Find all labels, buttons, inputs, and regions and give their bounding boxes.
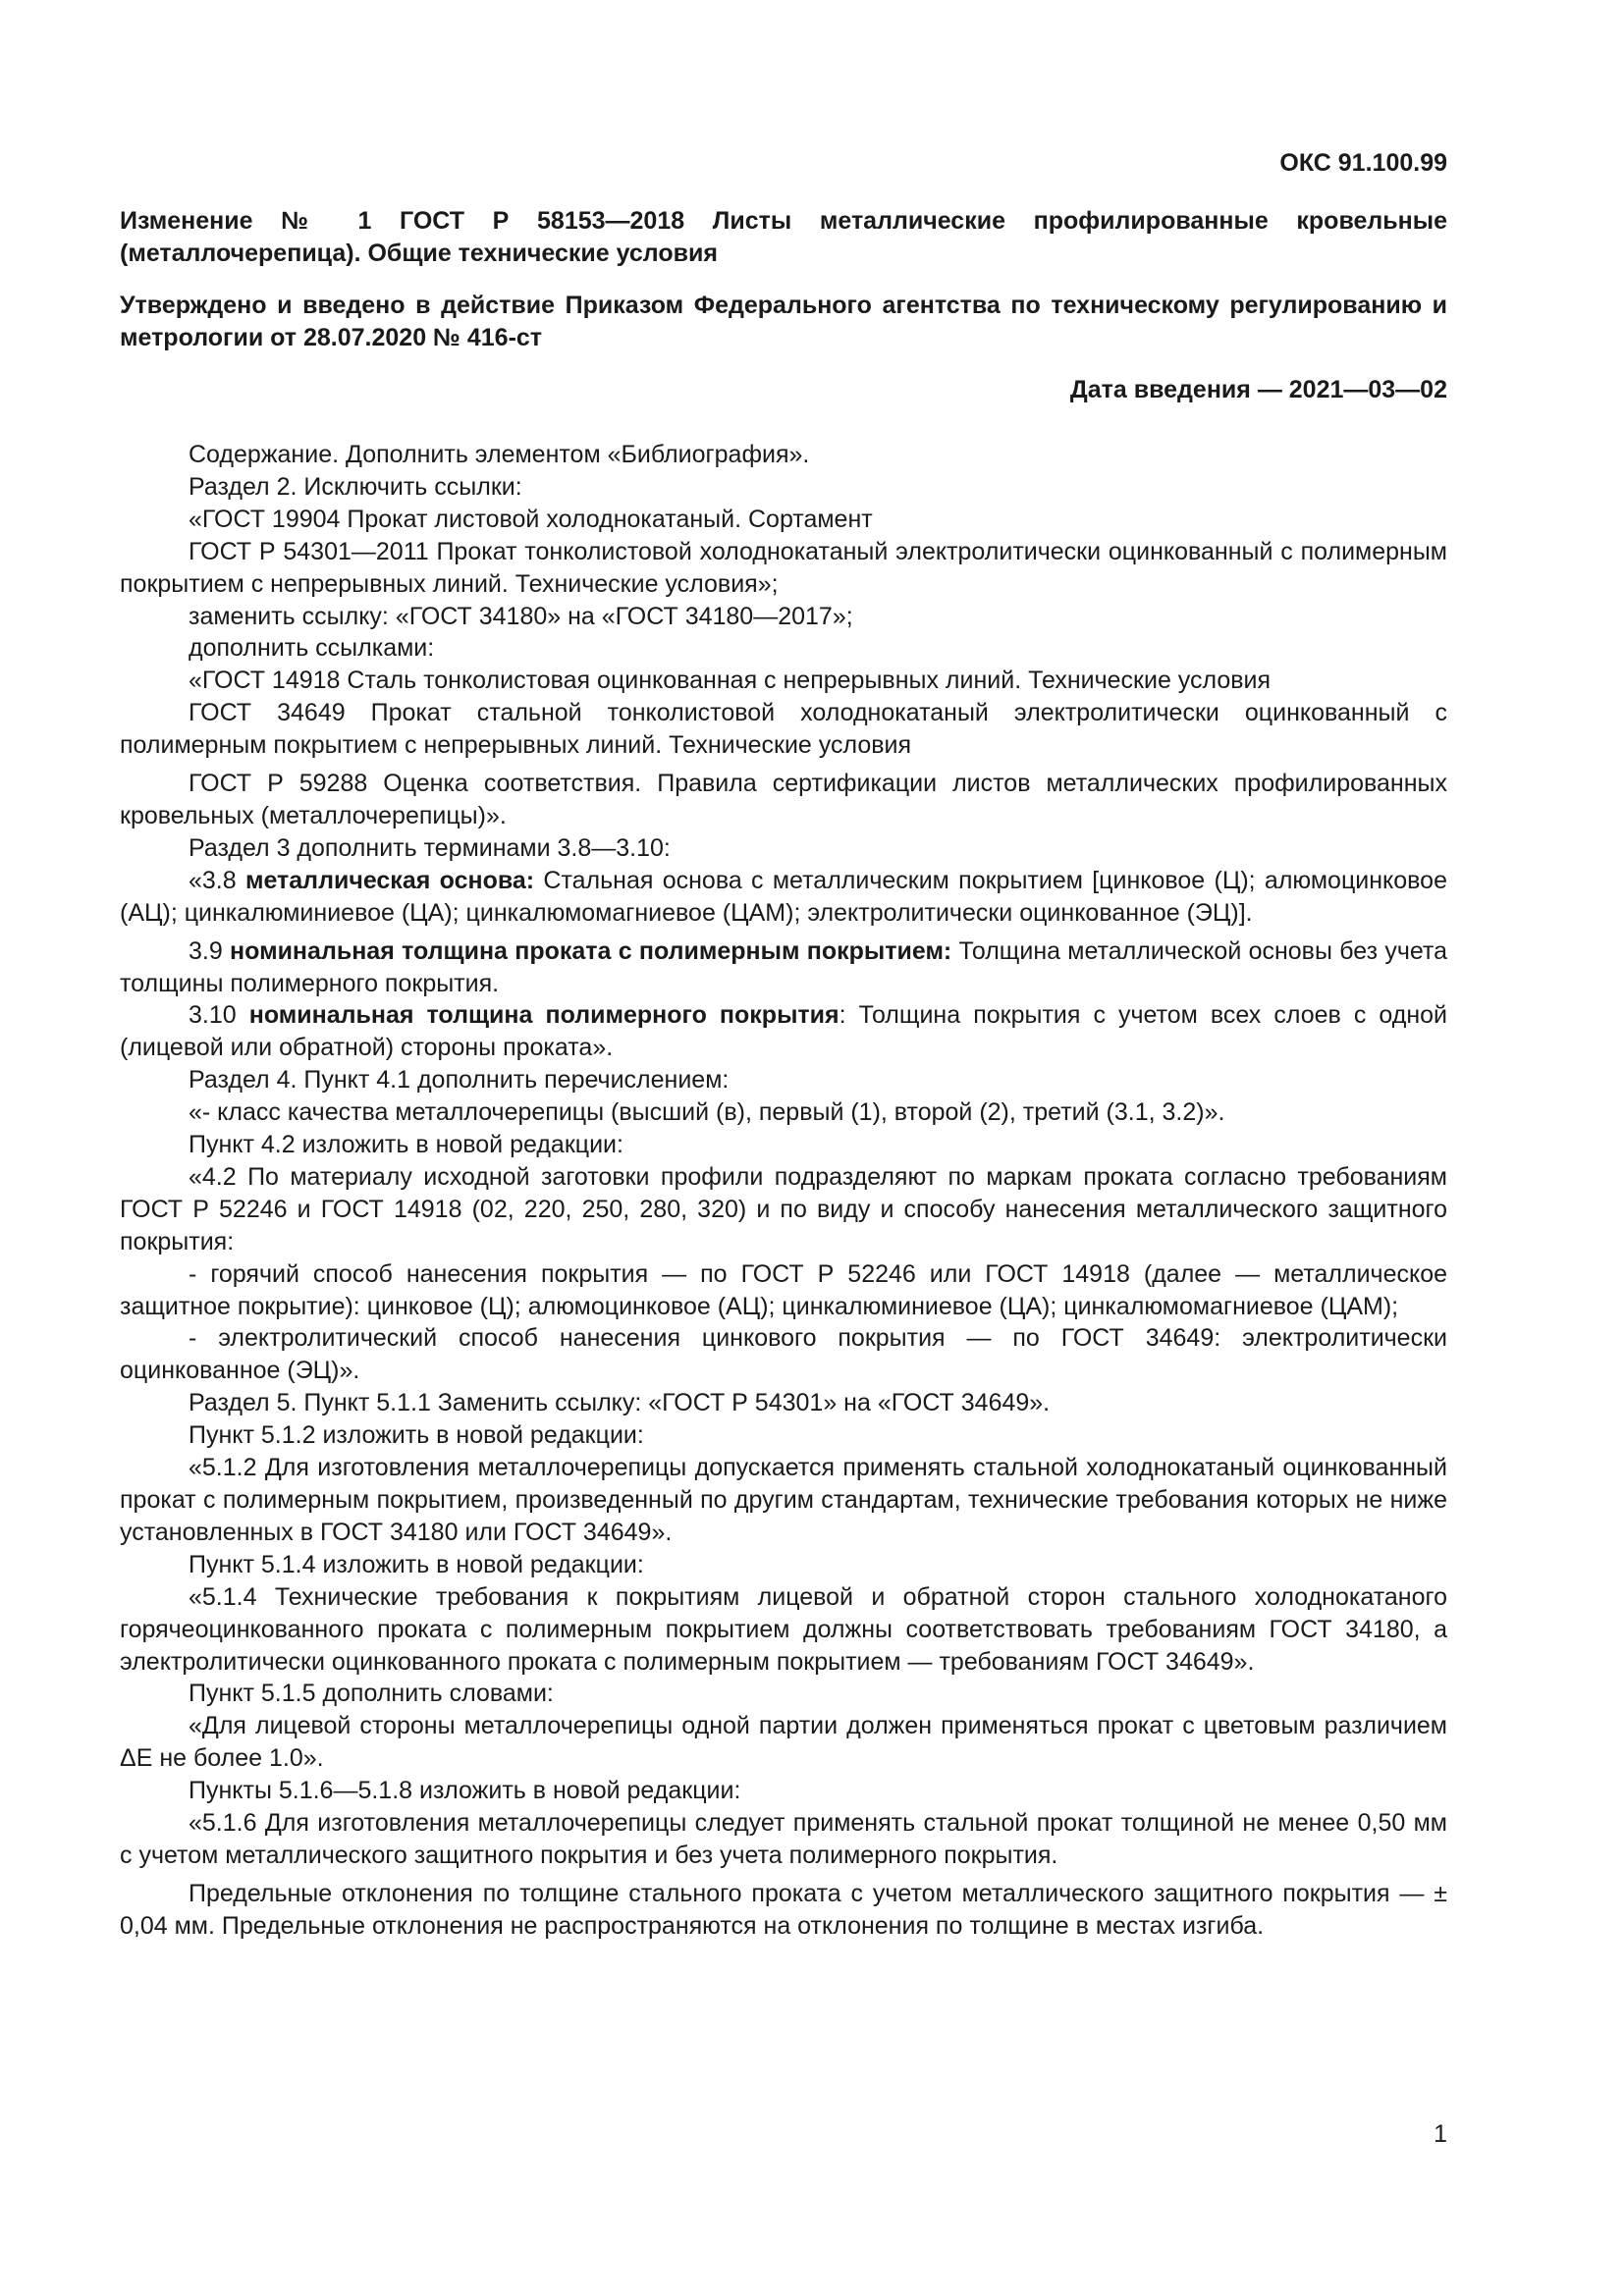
paragraph: «ГОСТ 14918 Сталь тонколистовая оцинкованная с непрерывных линий. Технические условия: [189, 667, 1272, 695]
paragraph: Пункт 5.1.5 дополнить словами:: [189, 1680, 554, 1708]
term-paragraph: [120, 999, 1447, 1064]
paragraph: Пункт 5.1.4 изложить в новой редакции:: [189, 1550, 644, 1578]
paragraph: «4.2 По материалу исходной заготовки профили подразделяют по маркам проката согласно требованиям ГОСТ Р 52246 и ГОСТ 14918 (02, 220, 250, 280, 320) и по виду и способу нанесения металлического защитного покрытия:: [120, 1162, 1447, 1255]
term-definition: : Толщина покрытия с учетом всех слоев с одной (лицевой или обратной) стороны проката».: [120, 1001, 1448, 1062]
paragraph: «5.1.4 Технические требования к покрытиям лицевой и обратной сторон стального холоднокатаного горячеоцинкованного проката с полимерным покрытием должны соответствовать требованиям ГОСТ 34180, а электролитически оцинкованного проката с полимерным покрытием — требованиям ГОСТ 34649».: [120, 1582, 1447, 1676]
paragraph: Предельные отклонения по толщине стального проката с учетом металлического защитного покрытия — ± 0,04 мм. Предельные отклонения не распространяются на отклонения по толщине в местах изгиба.: [120, 1879, 1447, 1940]
effective-date: Дата введения — 2021—03—02: [1069, 376, 1447, 403]
paragraph: Раздел 2. Исключить ссылки:: [189, 472, 522, 501]
term-name: номинальная толщина проката с полимерным покрытием:: [230, 936, 952, 965]
paragraph: ГОСТ Р 54301—2011 Прокат тонколистовой холоднокатаный электролитически оцинкованный с полимерным покрытием с непрерывных линий. Технические условия»;: [120, 537, 1447, 598]
page-number: 1: [1434, 2120, 1447, 2148]
paragraph: ГОСТ 34649 Прокат стальной тонколистовой холоднокатаный электролитически оцинкованный с полимерным покрытием с непрерывных линий. Технические условия: [120, 699, 1447, 760]
paragraph: Раздел 4. Пункт 4.1 дополнить перечислением:: [189, 1066, 730, 1095]
paragraph: Содержание. Дополнить элементом «Библиография».: [189, 441, 810, 468]
paragraph: «- класс качества металлочерепицы (высший (в), первый (1), второй (2), третий (3.1, 3.2)».: [189, 1098, 1225, 1127]
paragraph: «5.1.2 Для изготовления металлочерепицы допускается применять стальной холоднокатаный оцинкованный прокат с полимерным покрытием, произведенный по другим стандартам, технические требования которых не ниже установленных в ГОСТ 34180 или ГОСТ 34649».: [120, 1454, 1447, 1546]
paragraph: - электролитический способ нанесения цинкового покрытия — по ГОСТ 34649: электролитически оцинкованное (ЭЦ)».: [120, 1324, 1447, 1385]
paragraph: Пункт 5.1.2 изложить в новой редакции:: [189, 1421, 644, 1450]
approval-statement: Утверждено и введено в действие Приказом Федерального агентства по техническому регулированию и метрологии от 28.07.2020 № 416-ст: [120, 292, 1447, 351]
term-definition: Толщина металлической основы без учета толщины полимерного покрытия.: [120, 936, 1447, 997]
paragraph: дополнить ссылками:: [189, 634, 435, 663]
paragraph: - горячий способ нанесения покрытия — по ГОСТ Р 52246 или ГОСТ 14918 (далее — металлическое защитное покрытие): цинковое (Ц); алюмоцинковое (АЦ); цинкалюминиевое (ЦА); цинкалюмомагниевое (ЦАМ);: [120, 1259, 1447, 1320]
paragraph: «ГОСТ 19904 Прокат листовой холоднокатаный. Сортамент: [189, 505, 873, 533]
paragraph: «5.1.6 Для изготовления металлочерепицы следует применять стальной прокат толщиной не менее 0,50 мм с учетом металлического защитного покрытия и без учета полимерного покрытия.: [120, 1809, 1447, 1869]
document-page: [120, 147, 1447, 1943]
document-title: Изменение № 1 ГОСТ Р 58153—2018 Листы металлические профилированные кровельные (металлочерепица). Общие технические условия: [120, 207, 1447, 267]
term-number: 3.10: [189, 1001, 249, 1030]
term-name: номинальная толщина полимерного покрытия: [248, 1001, 839, 1030]
paragraph: Раздел 5. Пункт 5.1.1 Заменить ссылку: «ГОСТ Р 54301» на «ГОСТ 34649».: [189, 1389, 1051, 1417]
term-definition: Стальная основа с металлическим покрытием [цинковое (Ц); алюмоцинковое (АЦ); цинкалюминиевое (ЦА); цинкалюмомагниевое (ЦАМ); электролитически оцинкованное (ЭЦ)].: [120, 866, 1447, 927]
term-number: 3.9: [189, 936, 231, 965]
oks-code: ОКС 91.100.99: [1279, 149, 1447, 177]
document-body: [120, 439, 1447, 1943]
term-number: «3.8: [189, 866, 245, 894]
paragraph: заменить ссылку: «ГОСТ 34180» на «ГОСТ 34180—2017»;: [189, 602, 853, 630]
paragraph: «Для лицевой стороны металлочерепицы одной партии должен применяться прокат с цветовым различием ΔE не более 1.0».: [120, 1712, 1447, 1773]
term-paragraph: [120, 865, 1447, 930]
term-name: металлическая основа:: [244, 866, 535, 894]
paragraph: Пункты 5.1.6—5.1.8 изложить в новой редакции:: [189, 1777, 741, 1805]
term-paragraph: [120, 935, 1447, 1000]
paragraph: Пункт 4.2 изложить в новой редакции:: [189, 1131, 623, 1159]
paragraph: Раздел 3 дополнить терминами 3.8—3.10:: [189, 833, 671, 862]
paragraph: ГОСТ Р 59288 Оценка соответствия. Правила сертификации листов металлических профилированных кровельных (металлочерепицы)».: [120, 770, 1447, 829]
